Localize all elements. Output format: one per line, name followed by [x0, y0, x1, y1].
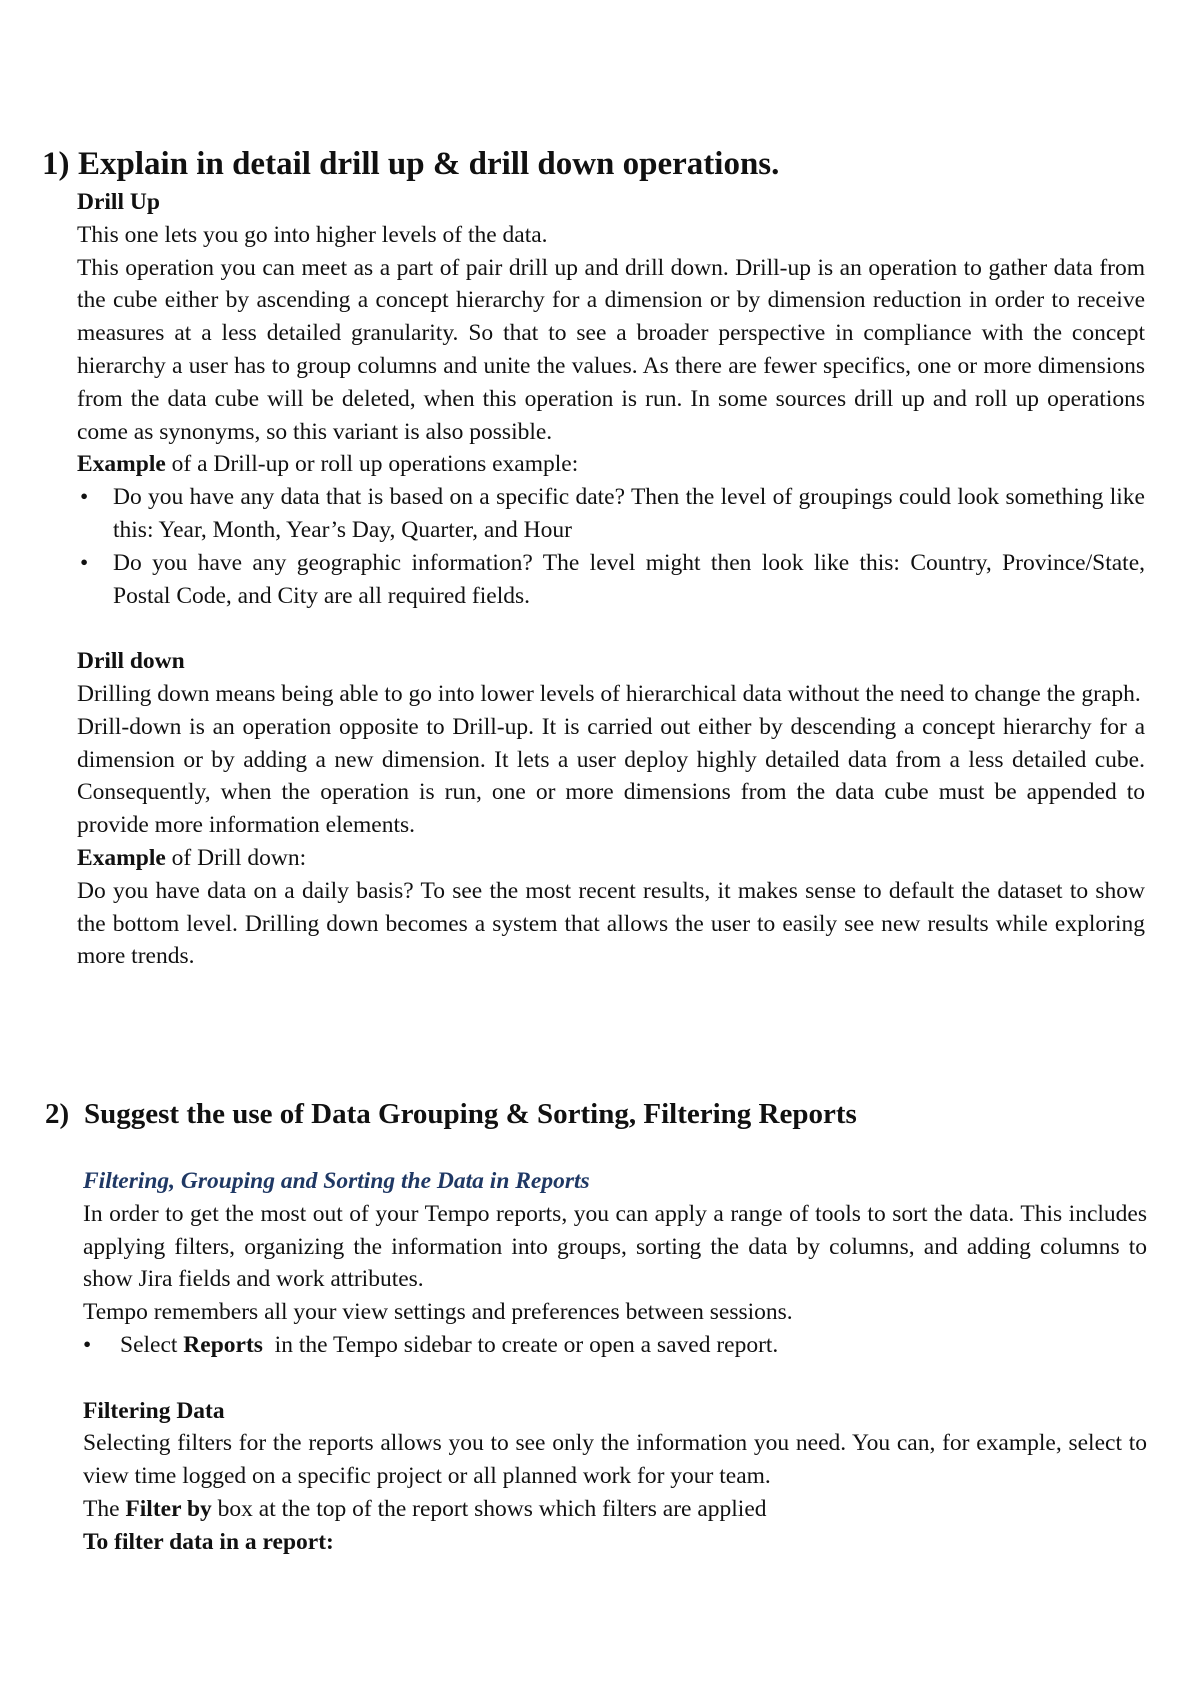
- spacer: [77, 612, 1145, 645]
- question-1-number: 1): [42, 146, 70, 182]
- drill-up-intro: This one lets you go into higher levels of the data.: [77, 221, 548, 248]
- drill-up-bullet-1: Do you have any data that is based on a specific date? Then the level of groupings could look something like this: Year, Month, Year’s Day, Quarter, and Hour: [113, 484, 1145, 543]
- drill-up-bullet-2: Do you have any geographic information? The level might then look like this: Country, Province/State, Postal Code, and City are all required fields.: [113, 549, 1145, 609]
- filter-by-line: [83, 1493, 1147, 1526]
- reports-list: [83, 1329, 1147, 1362]
- drill-down-example-text: of Drill down:: [165, 844, 307, 871]
- list-item: [77, 481, 1145, 547]
- spacer: [83, 1362, 1147, 1395]
- reports-paragraph: In order to get the most out of your Tempo reports, you can apply a range of tools to sort the data. This includes applying filters, organizing the information into groups, sorting the data by columns, and adding columns to show Jira fields and work attributes.: [83, 1200, 1147, 1293]
- drill-up-example-text: of a Drill-up or roll up operations example:: [165, 451, 579, 478]
- list-item: [77, 547, 1145, 613]
- drill-down-heading: Drill down: [77, 648, 185, 675]
- question-1-title: Explain in detail drill up & drill down operations.: [78, 146, 780, 182]
- question-2-number: 2): [45, 1098, 70, 1130]
- question-2-title: Suggest the use of Data Grouping & Sorting, Filtering Reports: [84, 1098, 857, 1130]
- reports-bullet-bold: Reports: [183, 1331, 263, 1358]
- filter-howto-heading: To filter data in a report:: [83, 1528, 334, 1555]
- drill-up-heading: Drill Up: [77, 189, 160, 215]
- filter-by-suffix: box at the top of the report shows which filters are applied: [211, 1495, 767, 1522]
- filter-by-prefix: The: [83, 1495, 126, 1522]
- question-2-heading: [45, 1098, 857, 1131]
- question-2-body: [83, 1165, 1147, 1559]
- bullet-icon: •: [80, 484, 89, 511]
- filtering-paragraph: Selecting filters for the reports allows you to see only the information you need. You can, for example, select to view time logged on a specific project or all planned work for your team.: [83, 1430, 1147, 1490]
- reports-subtitle: Filtering, Grouping and Sorting the Data in Reports: [83, 1168, 590, 1194]
- drill-up-paragraph: This operation you can meet as a part of pair drill up and drill down. Drill-up is an operation to gather data from the cube either by ascending a concept hierarchy for a dimension or by dimension reduction in order to receive measures at a less detailed granularity. So that to see a broader perspective in compliance with the concept hierarchy a user has to group columns and unite the values. As there are fewer specifics, one or more dimensions from the data cube will be deleted, when this operation is run. In some sources drill up and roll up operations come as synonyms, so this variant is also possible.: [77, 254, 1145, 445]
- drill-down-example-paragraph: Do you have data on a daily basis? To see the most recent results, it makes sense to default the dataset to show the bottom level. Drilling down becomes a system that allows the user to easily see new results while exploring more trends.: [77, 877, 1145, 970]
- drill-up-example-label: Example: [77, 451, 166, 478]
- reports-note: Tempo remembers all your view settings and preferences between sessions.: [83, 1299, 793, 1326]
- reports-bullet-suffix: in the Tempo sidebar to create or open a saved report.: [262, 1331, 779, 1358]
- drill-up-example-list: [77, 481, 1145, 612]
- filtering-heading: Filtering Data: [83, 1397, 225, 1424]
- drill-down-paragraph: Drill-down is an operation opposite to Drill-up. It is carried out either by descending a concept hierarchy for a dimension or by adding a new dimension. It lets a user deploy highly detailed data from a less detailed cube. Consequently, when the operation is run, one or more dimensions from the data cube must be appended to provide more information elements.: [77, 713, 1145, 839]
- drill-up-example-line: [77, 448, 1145, 481]
- drill-down-intro: Drilling down means being able to go into lower levels of hierarchical data without the need to change the graph.: [77, 680, 1141, 707]
- drill-down-example-label: Example: [77, 844, 166, 871]
- list-item: [83, 1329, 1147, 1362]
- bullet-icon: •: [80, 549, 89, 576]
- filter-by-bold: Filter by: [125, 1495, 212, 1522]
- reports-bullet-prefix: Select: [120, 1331, 184, 1358]
- question-1-heading: [42, 146, 779, 183]
- drill-down-example-line: [77, 842, 1145, 875]
- question-1-body: [77, 186, 1145, 973]
- bullet-icon: •: [83, 1331, 92, 1358]
